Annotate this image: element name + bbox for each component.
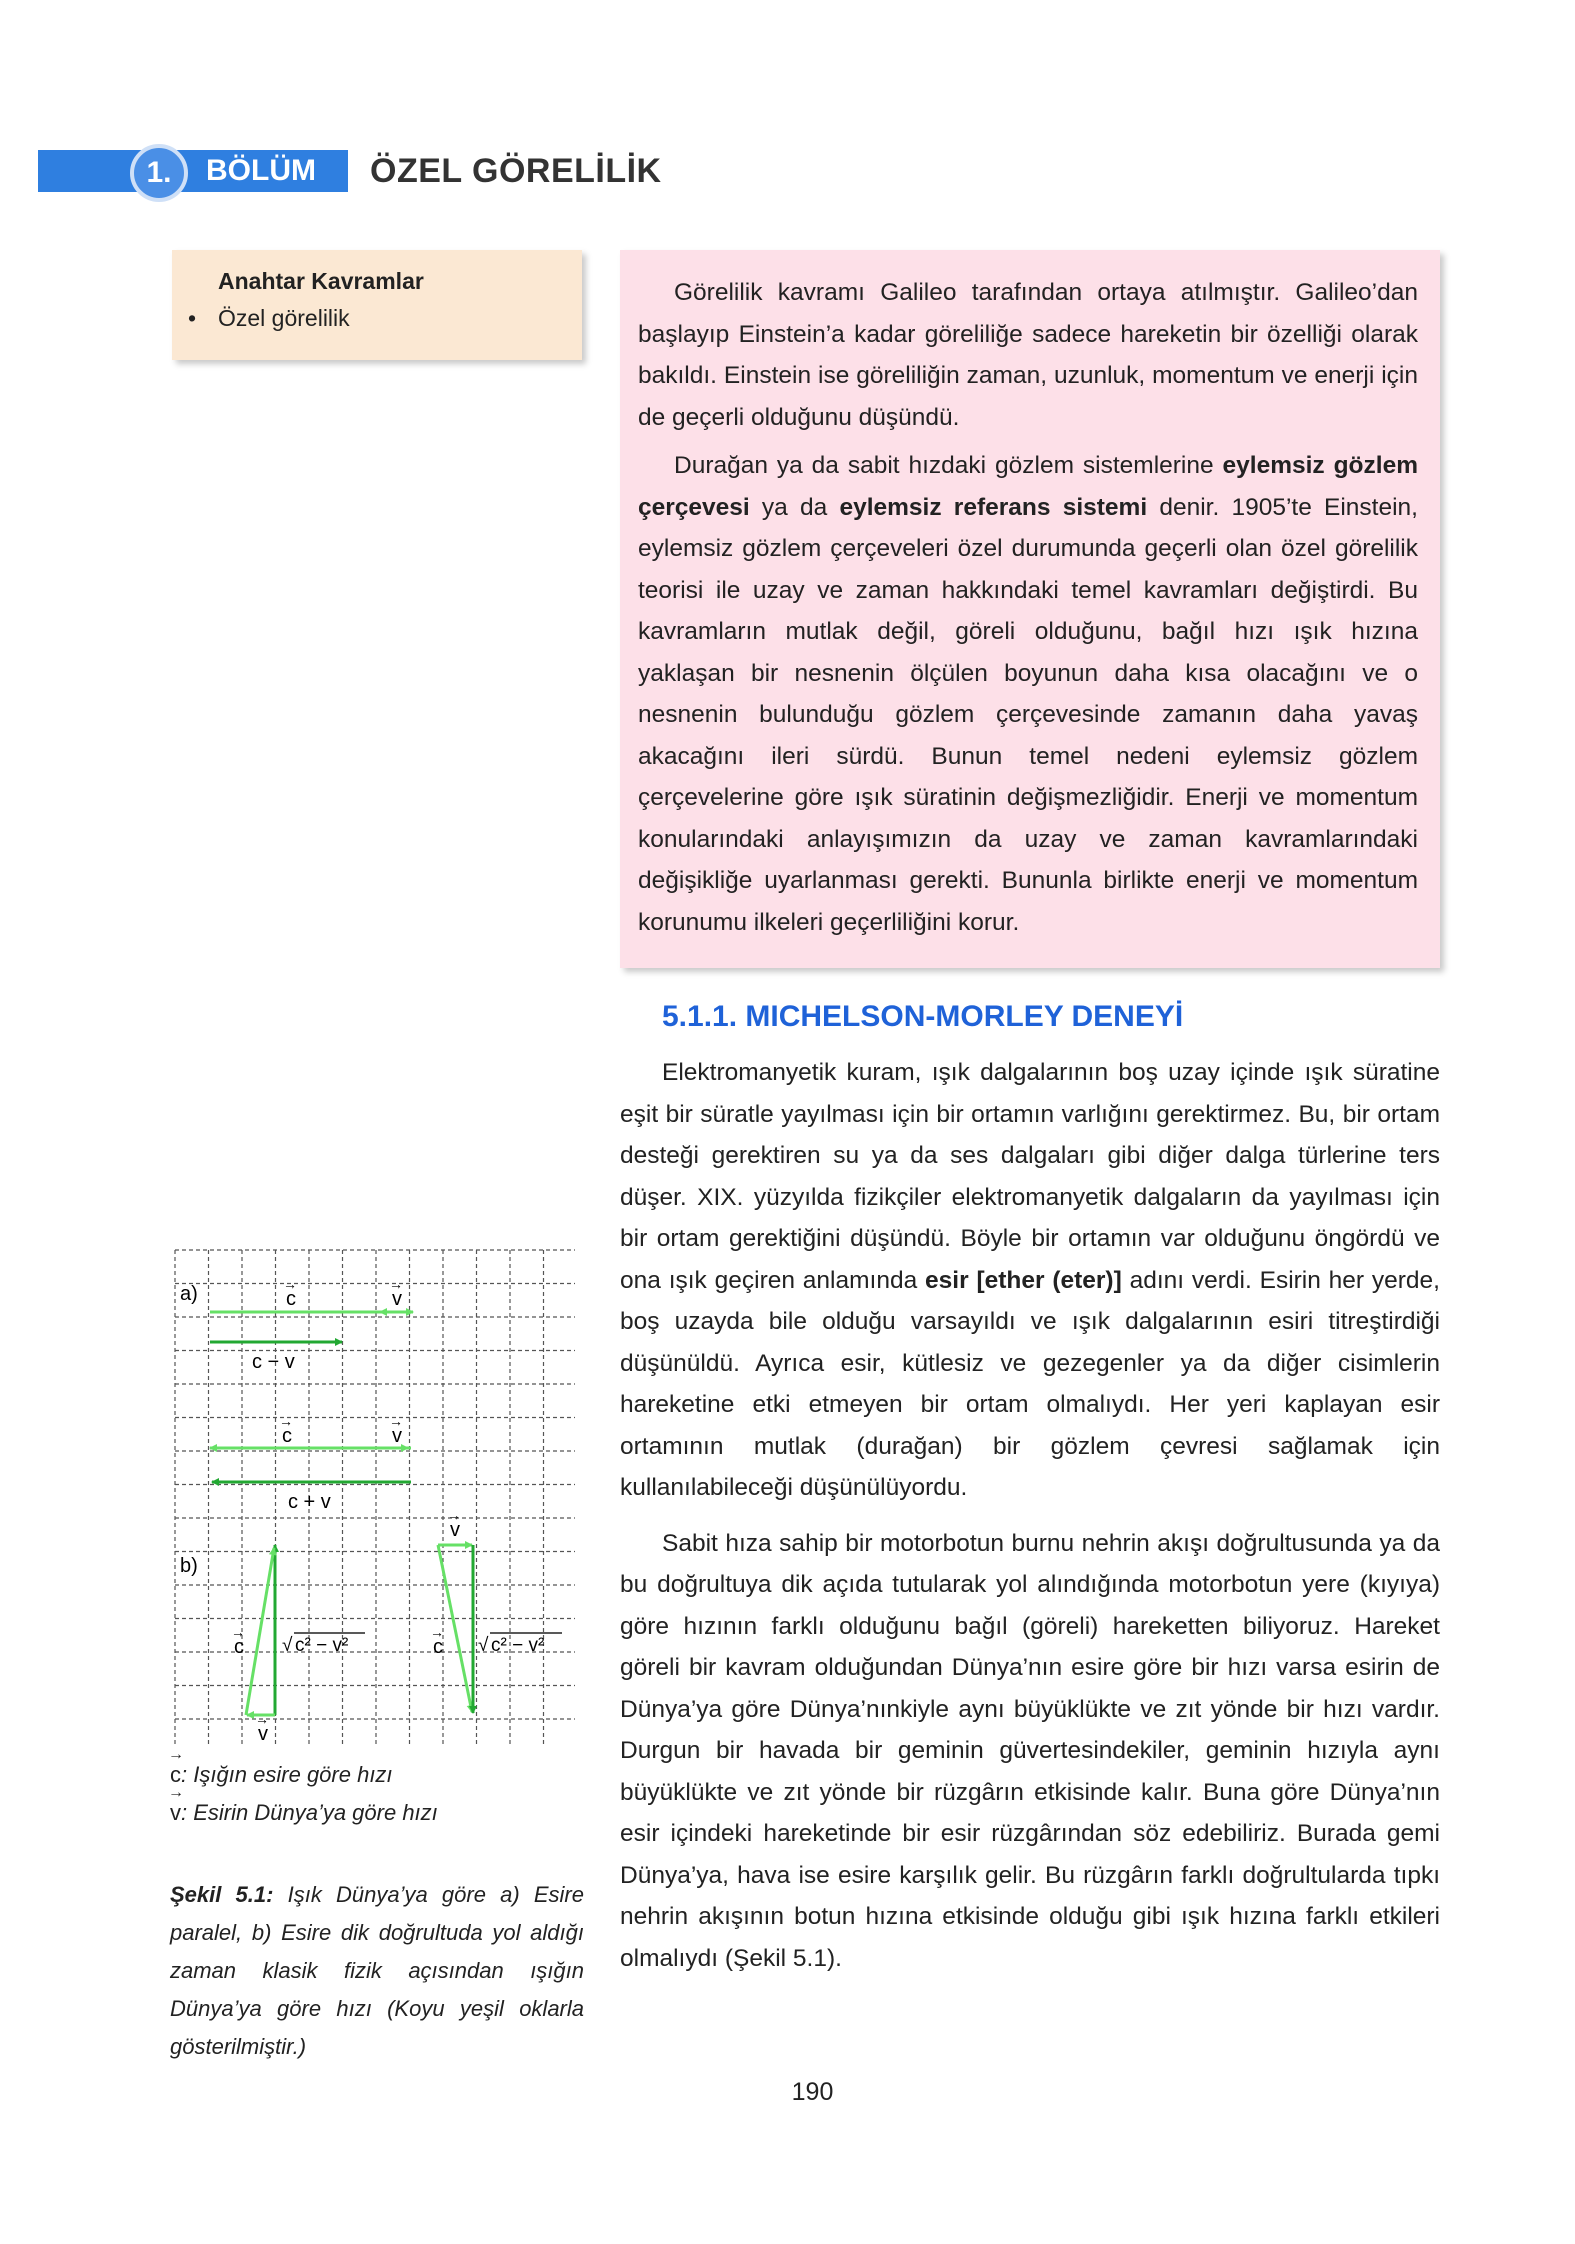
legend-c-symbol: → c (170, 1762, 181, 1788)
section-heading: 5.1.1. MICHELSON-MORLEY DENEYİ (662, 1000, 1184, 1033)
section-body (620, 1052, 1440, 1993)
body-text: Elektromanyetik kuram, ışık dalgalarının boş uzay içinde ışık süratine eşit bir süratle yayılması için bir ortamın varlığını gerektirmez. Bu, bir ortam desteği gerektiren su ya da ses dalgaları gibi diğer dalga türlerine ters düşer. XIX. yüzyılda fizikçiler elektromanyetik dalgaların da yayılması için bir ortam gerektiğini düşündü. Böyle bir ortamın var olduğunu öngördü ve ona ışık geçiren anlamında (620, 1059, 1440, 1294)
label-b: b) (180, 1555, 198, 1577)
figure-5-1 (170, 1245, 580, 1750)
sqrt-sign: √ (478, 1635, 489, 1656)
label-a: a) (180, 1283, 198, 1305)
caption-text: Işık Dünya’ya göre a) Esire paralel, b) Esire dik doğrultuda yol aldığı zaman klasik fizik açısından ışığın Dünya’ya göre hızı (Koyu yeşil oklarla gösterilmiştir.) (170, 1882, 584, 2059)
vector-arrow-symbol: → (231, 1624, 245, 1640)
chapter-number: 1. (146, 156, 172, 189)
key-concepts-title: Anahtar Kavramlar (218, 268, 424, 294)
intro-box (620, 250, 1440, 968)
label-c-mid: c (282, 1425, 292, 1447)
intro-paragraph-2 (638, 445, 1418, 943)
sqrt-sign: √ (282, 1635, 293, 1656)
term-ether: esir [ether (eter)] (925, 1266, 1122, 1294)
figure-caption (170, 1876, 584, 2066)
vector-arrow-symbol: → (283, 1276, 297, 1292)
vector-arrow-symbol: → (279, 1413, 293, 1429)
label-v-mid: v (392, 1425, 402, 1447)
legend-v-text: : Esirin Dünya’ya göre hızı (181, 1800, 438, 1825)
intro-text: ya da (749, 493, 840, 521)
label-sqrt-left: c² − v² (295, 1635, 349, 1656)
legend-v-symbol: → v (170, 1800, 181, 1826)
vector-arrow-symbol: → (389, 1413, 403, 1429)
grid (175, 1250, 575, 1745)
caption-label: Şekil 5.1: (170, 1882, 274, 1907)
chapter-number-badge (130, 144, 188, 202)
label-sqrt-right: c² − v² (491, 1635, 545, 1656)
legend-v (170, 1800, 590, 1826)
chapter-title: ÖZEL GÖRELİLİK (370, 152, 662, 190)
figure-legend (170, 1762, 590, 1838)
term-inertial-frame: eylemsiz gözlem çerçevesi (638, 452, 1418, 521)
vector-arrow-symbol: → (389, 1276, 403, 1292)
body-text: adını verdi. Esirin her yerde, boş uzayda bile olduğu varsayıldı ve ışık dalgalarının esiri titreştirdiği düşünüldü. Ayrıca esir, kütlesiz ve gezegenler ya da diğer cisimlerin hareketine etki etmeyen bir ortam olmalıydı. Her yeri kaplayan esir ortamının mutlak (durağan) bir gözlem çevresi sağlamak için kullanılabileceği düşünülüyordu. (620, 1266, 1440, 1501)
vector-diagram (170, 1245, 580, 1750)
label-v-top: v (392, 1288, 402, 1310)
intro-text: Durağan ya da sabit hızdaki gözlem sistemlerine (674, 452, 1223, 479)
key-concept-item: • Özel görelilik (218, 305, 582, 332)
section-paragraph-2: Sabit hıza sahip bir motorbotun burnu nehrin akışı doğrultusunda ya da bu doğrultuya dik açıda tutularak yol alındığında motorbotun yere (kıyıya) göre hızının farklı olduğunu bağıl (göreli) hareketten biliyoruz. Hareket göreli bir kavram olduğundan Dünya’nın esire göre bir hızı varsa esirin de Dünya’ya göre Dünya’nınkiyle aynı büyüklükte ve zıt yönde bir hızı vardır. Durgun bir havada bir geminin güvertesindekiler, geminin hızıyla aynı büyüklükte ve zıt yönde bir rüzgârın etkisinde kalır. Buna göre Dünya’nın esir içindeki hareketinde bir esir rüzgârından söz edebiliriz. Burada gemi Dünya’ya, hava ise esire karşılık gelir. Bu rüzgârın farklı doğrultularda tıpkı nehrin akışının botun hızına etkisinde olduğu gibi ışık hızına farklı etkileri olmalıydı (Şekil 5.1). (620, 1529, 1440, 1972)
arrow-c-left-tri (246, 1548, 274, 1715)
page-number: 190 (791, 2078, 834, 2106)
label-v-right-tri: v (450, 1519, 460, 1541)
vector-arrow-symbol: → (430, 1624, 444, 1640)
vector-arrow-symbol: → (255, 1711, 269, 1727)
label-v-left-tri: v (258, 1723, 268, 1745)
chapter-label: BÖLÜM (206, 154, 316, 187)
label-c-top: c (286, 1288, 296, 1310)
label-c-minus-v: c − v (252, 1351, 295, 1373)
intro-paragraph-1: Görelilik kavramı Galileo tarafından ortaya atılmıştır. Galileo’dan başlayıp Einstein’a kadar göreliliğe sadece hareketin bir özelliği olarak bakıldı. Einstein ise göreliliğin zaman, uzunluk, momentum ve enerji için de geçerli olduğunu düşündü. (638, 279, 1418, 431)
label-c-left-tri: c (234, 1636, 244, 1658)
vector-arrow-symbol: → (447, 1507, 461, 1523)
term-inertial-reference: eylemsiz referans sistemi (839, 493, 1148, 521)
legend-c (170, 1762, 590, 1788)
key-concepts-box (172, 250, 582, 360)
legend-c-text: : Işığın esire göre hızı (181, 1762, 393, 1787)
section-paragraph-1 (620, 1052, 1440, 1509)
label-c-plus-v: c + v (288, 1491, 331, 1513)
label-c-right-tri: c (433, 1636, 443, 1658)
intro-text: denir. 1905’te Einstein, eylemsiz gözlem çerçeveleri özel durumunda geçerli olan özel görelilik teorisi ile uzay ve zaman hakkındaki temel kavramları değiştirdi. Bu kavramların mutlak değil, göreli olduğunu, bağıl hızı ışık hızına yaklaşan bir nesnenin ölçülen boyunun daha kısa olacağını ve o nesnenin bulunduğu gözlem çerçevesinde zamanın daha yavaş akacağını ileri sürdü. Bunun temel nedeni eylemsiz gözlem çerçevelerine göre ışık süratinin değişmezliğidir. Enerji ve momentum konularındaki anlayışımızın da uzay ve zaman kavramlarındaki değişikliğe uyarlanması gerekti. Bununla birlikte enerji ve momentum korunumu ilkeleri geçerliliğini korur. (638, 493, 1418, 936)
